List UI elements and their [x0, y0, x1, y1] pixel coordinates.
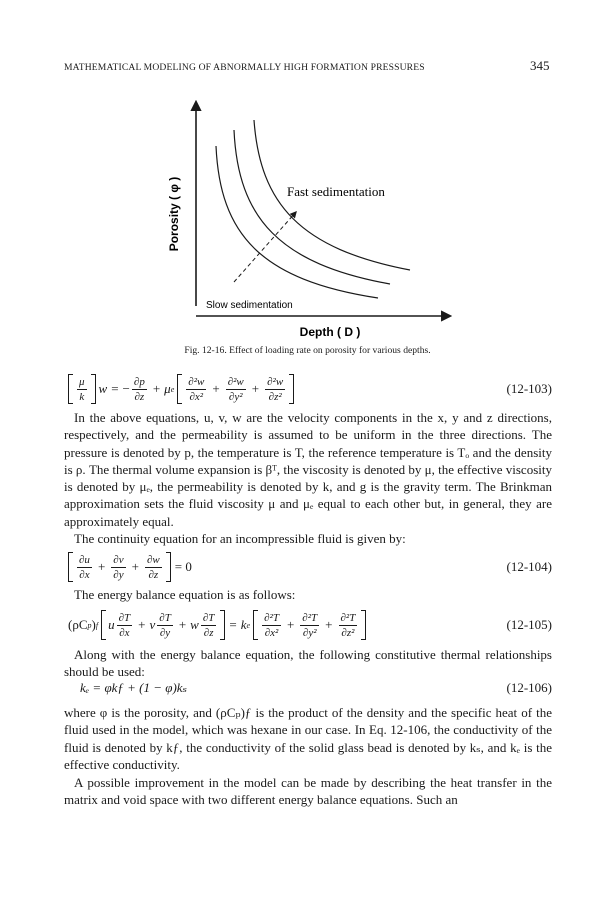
- equation-number: (12-104): [506, 559, 552, 574]
- page-number: 345: [530, 58, 550, 73]
- x-axis-label: Depth ( D ): [299, 325, 361, 339]
- figure-caption: Fig. 12-16. Effect of loading rate on porosity for various depths.: [184, 345, 431, 356]
- equation-12-104: $\frac{\partial u}{\partial x}$ + $\frac{\partial v}{\partial y}$ + $\frac{\partial w}{\partial z}$ = 0 (12-104): [68, 547, 552, 587]
- porosity-depth-figure: [150, 84, 470, 344]
- running-title: MATHEMATICAL MODELING OF ABNORMALLY HIGH FORMATION PRESSURES: [64, 62, 425, 73]
- paragraph-constitutive: Along with the energy balance equation, the following constitutive thermal relationships should be used:: [64, 647, 552, 680]
- y-axis-label: Porosity ( φ ): [167, 176, 181, 252]
- paragraph-improvement: A possible improvement in the model can be made by describing the heat transfer in the matrix and void space with two different energy balance equations. Such an: [64, 775, 552, 808]
- fast-sedimentation-label: Fast sedimentation: [287, 184, 385, 199]
- paragraph-energy-balance: The energy balance equation is as follows:: [74, 587, 296, 602]
- equation-12-105: (ρC p ) f u $\frac{\partial T}{\partial x}$ + v $\frac{\partial T}{\partial y}$ + w $\frac{\partial T}{\partial z}$ = k e $\frac{\text{∂²T}}{\text{∂x²}}$ + $\frac{\text{∂²T}}{\text{∂y²}}$ + $\frac{\text{∂²T}}{\text{∂z²}}$ (12-105): [68, 611, 552, 639]
- paragraph-variables: In the above equations, u, v, w are the velocity components in the x, y and z directions, respectively, and the permeability is assumed to be uniform in the three directions. The pressure is denoted by p, the temperature is T, the reference temperature is Tₒ and the density is ρ. The thermal volume expansion is βᵀ, the viscosity is denoted by μ, the effective viscosity is denoted by μₑ, the permeability is denoted by k, and g is the gravity term. The Brinkman approximation sets the fluid viscosity μ and μₑ equal to each other but, in general, they are approximately equal.: [64, 410, 552, 529]
- paragraph-definitions: where φ is the porosity, and (ρCₚ)ƒ is the product of the density and the specific heat of the fluid used in the model, which was hexane in our case. In Eq. 12-106, the conductivity of the fluid is denoted by kƒ, the conductivity of the solid glass bead is denoted by kₛ, and kₑ is the effective conductivity.: [64, 705, 552, 772]
- equation-12-106: kₑ = φkƒ + (1 − φ)kₛ (12-106): [80, 680, 552, 695]
- paragraph-continuity: The continuity equation for an incompressible fluid is given by:: [74, 531, 406, 546]
- equation-number: (12-105): [506, 617, 552, 632]
- equation-number: (12-103): [506, 381, 552, 396]
- slow-sedimentation-label: Slow sedimentation: [206, 300, 293, 311]
- equation-number: (12-106): [506, 680, 552, 695]
- curve-intermediate-sedimentation: [234, 130, 390, 284]
- equation-12-103: $\frac{\mu}{k}$ w = − $\frac{\partial p}{\partial z}$ + μ e $\frac{\text{∂²w}}{\text{∂x²}}$ + $\frac{\text{∂²w}}{\text{∂y²}}$ + $\frac{\text{∂²w}}{\text{∂z²}}$ (12-103): [68, 369, 552, 409]
